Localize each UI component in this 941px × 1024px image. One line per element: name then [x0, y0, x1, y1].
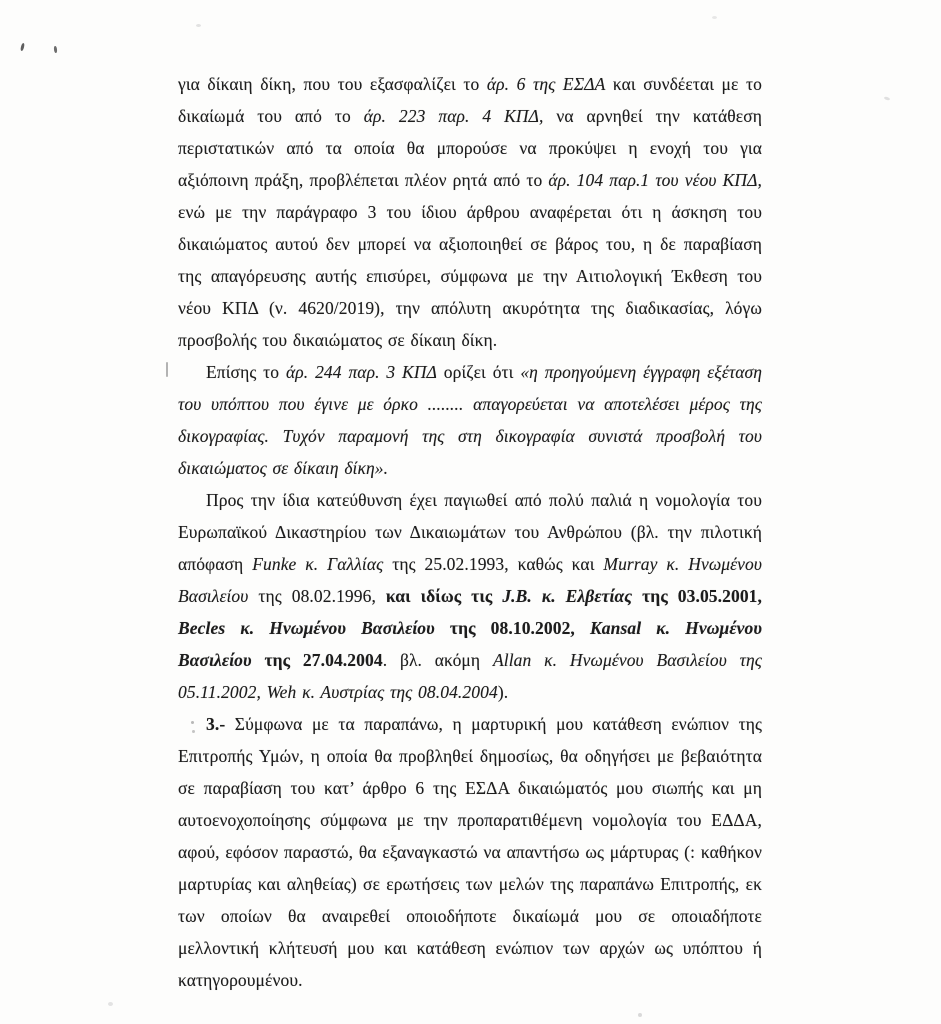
text-segment-italic: Funke κ. Γαλλίας: [252, 554, 384, 574]
text-segment-normal: της 08.02.1996,: [248, 586, 386, 606]
text-segment-normal: Επίσης το: [206, 362, 286, 382]
scan-speck-bottom-left: [108, 1002, 113, 1006]
text-segment-normal: ).: [497, 682, 509, 702]
text-segment-bold: της 27.04.2004: [251, 650, 383, 670]
paragraph-continuation-art104: [178, 68, 762, 356]
scan-speck-top-center: [196, 24, 201, 27]
text-segment-italic: Murray κ. Ηνωμένου Βασιλείου: [178, 554, 763, 606]
scan-speck-top-left-2: [54, 46, 58, 53]
text-segment-normal: για δίκαιη δίκη, που του εξασφαλίζει το: [178, 74, 487, 94]
text-segment-normal: ορίζει ότι: [436, 362, 521, 382]
text-segment-italic: άρ. 6 της ΕΣΔΑ: [486, 74, 606, 94]
text-segment-normal: . βλ. ακόμη: [382, 650, 493, 670]
text-segment-italic: άρ. 104 παρ.1 του νέου ΚΠΔ,: [548, 170, 762, 190]
scan-speck-bottom-center: [638, 1013, 642, 1017]
text-segment-bolditalic: Becles κ. Ηνωμένου Βασιλείου: [178, 618, 435, 638]
text-segment-italic: «η προηγούμενη έγγραφη εξέταση του υπόπτου που έγινε με όρκο ........ απαγορεύεται να αποτελέσει μέρος της δικογραφίας. Τυχόν παραμονή της στη δικογραφία συνιστά προσβολή του δικαιώματος σε δίκαιη δίκη».: [178, 362, 762, 478]
text-segment-bold: της 03.05.2001,: [632, 586, 762, 606]
text-segment-bold: και ιδίως τις: [385, 586, 503, 606]
paragraph-art244: [178, 356, 762, 484]
document-text: [178, 68, 762, 996]
text-segment-italic: άρ. 223 παρ. 4 ΚΠΔ,: [363, 106, 544, 126]
text-segment-bolditalic: J.B. κ. Ελβετίας: [502, 586, 633, 606]
text-segment-normal: της 25.02.1993, καθώς και: [383, 554, 604, 574]
text-segment-normal: και συνδέεται με το δικαίωμά του από το: [178, 74, 762, 126]
paragraph-echr-caselaw: [178, 484, 762, 708]
text-segment-normal: Σύμφωνα με τα παραπάνω, η μαρτυρική μου κατάθεση ενώπιον της Επιτροπής Υμών, η οποία θα προβληθεί δημοσίως, θα οδηγήσει με βεβαιότητα σε παραβίαση του κατ’ άρθρο 6 της ΕΣΔΑ δικαιώματός μου σιωπής και μη αυτοενοχοποίησης σύμφωνα με την προπαρατιθέμενη νομολογία του ΕΔΔΑ, αφού, εφόσον παραστώ, θα εξαναγκαστώ να απαντήσω ως μάρτυρας (: καθήκον μαρτυρίας και αληθείας) σε ερωτήσεις των μελών της παραπάνω Επιτροπής, εκ των οποίων θα αναιρεθεί οποιοδήποτε δικαίωμά μου σε οποιαδήποτε μελλοντική κλήτευσή μου και κατάθεση ενώπιον των αρχών ως υπόπτου ή κατηγορουμένου.: [178, 714, 762, 990]
scan-speck-top-left-1: [20, 43, 25, 51]
scan-speck-right-margin: [884, 96, 891, 101]
text-segment-bold: 3.-: [206, 714, 226, 734]
text-segment-italic: άρ. 244 παρ. 3 ΚΠΔ: [285, 362, 437, 382]
scan-tick-left-margin: [166, 362, 168, 377]
text-segment-bolditalic: Kansal κ. Ηνωμένου Βασιλείου: [178, 618, 762, 670]
scan-speck-top-right: [712, 16, 717, 19]
paragraph-3-testimony: [178, 708, 762, 996]
text-segment-normal: να αρνηθεί την κατάθεση περιστατικών από τα οποία θα μπορούσε να προκύψει η ενοχή του για αξιόποινη πράξη, προβλέπεται πλέον ρητά από το: [178, 106, 762, 190]
text-segment-bold: της 08.10.2002,: [434, 618, 590, 638]
text-segment-normal: Προς την ίδια κατεύθυνση έχει παγιωθεί από πολύ παλιά η νομολογία του Ευρωπαϊκού Δικαστηρίου των Δικαιωμάτων του Ανθρώπου (βλ. την πιλοτική απόφαση: [178, 490, 762, 574]
text-segment-italic: Allan κ. Ηνωμένου Βασιλείου της 05.11.2002, Weh κ. Αυστρίας της 08.04.2004: [178, 650, 762, 702]
text-segment-normal: ενώ με την παράγραφο 3 του ίδιου άρθρου αναφέρεται ότι η άσκηση του δικαιώματος αυτού δεν μπορεί να αξιοποιηθεί σε βάρος του, η δε παραβίαση της απαγόρευσης αυτής επισύρει, σύμφωνα με την Αιτιολογική Έκθεση του νέου ΚΠΔ (ν. 4620/2019), την απόλυτη ακυρότητα της διαδικασίας, λόγω προσβολής του δικαιώματος σε δίκαιη δίκη.: [178, 202, 762, 350]
